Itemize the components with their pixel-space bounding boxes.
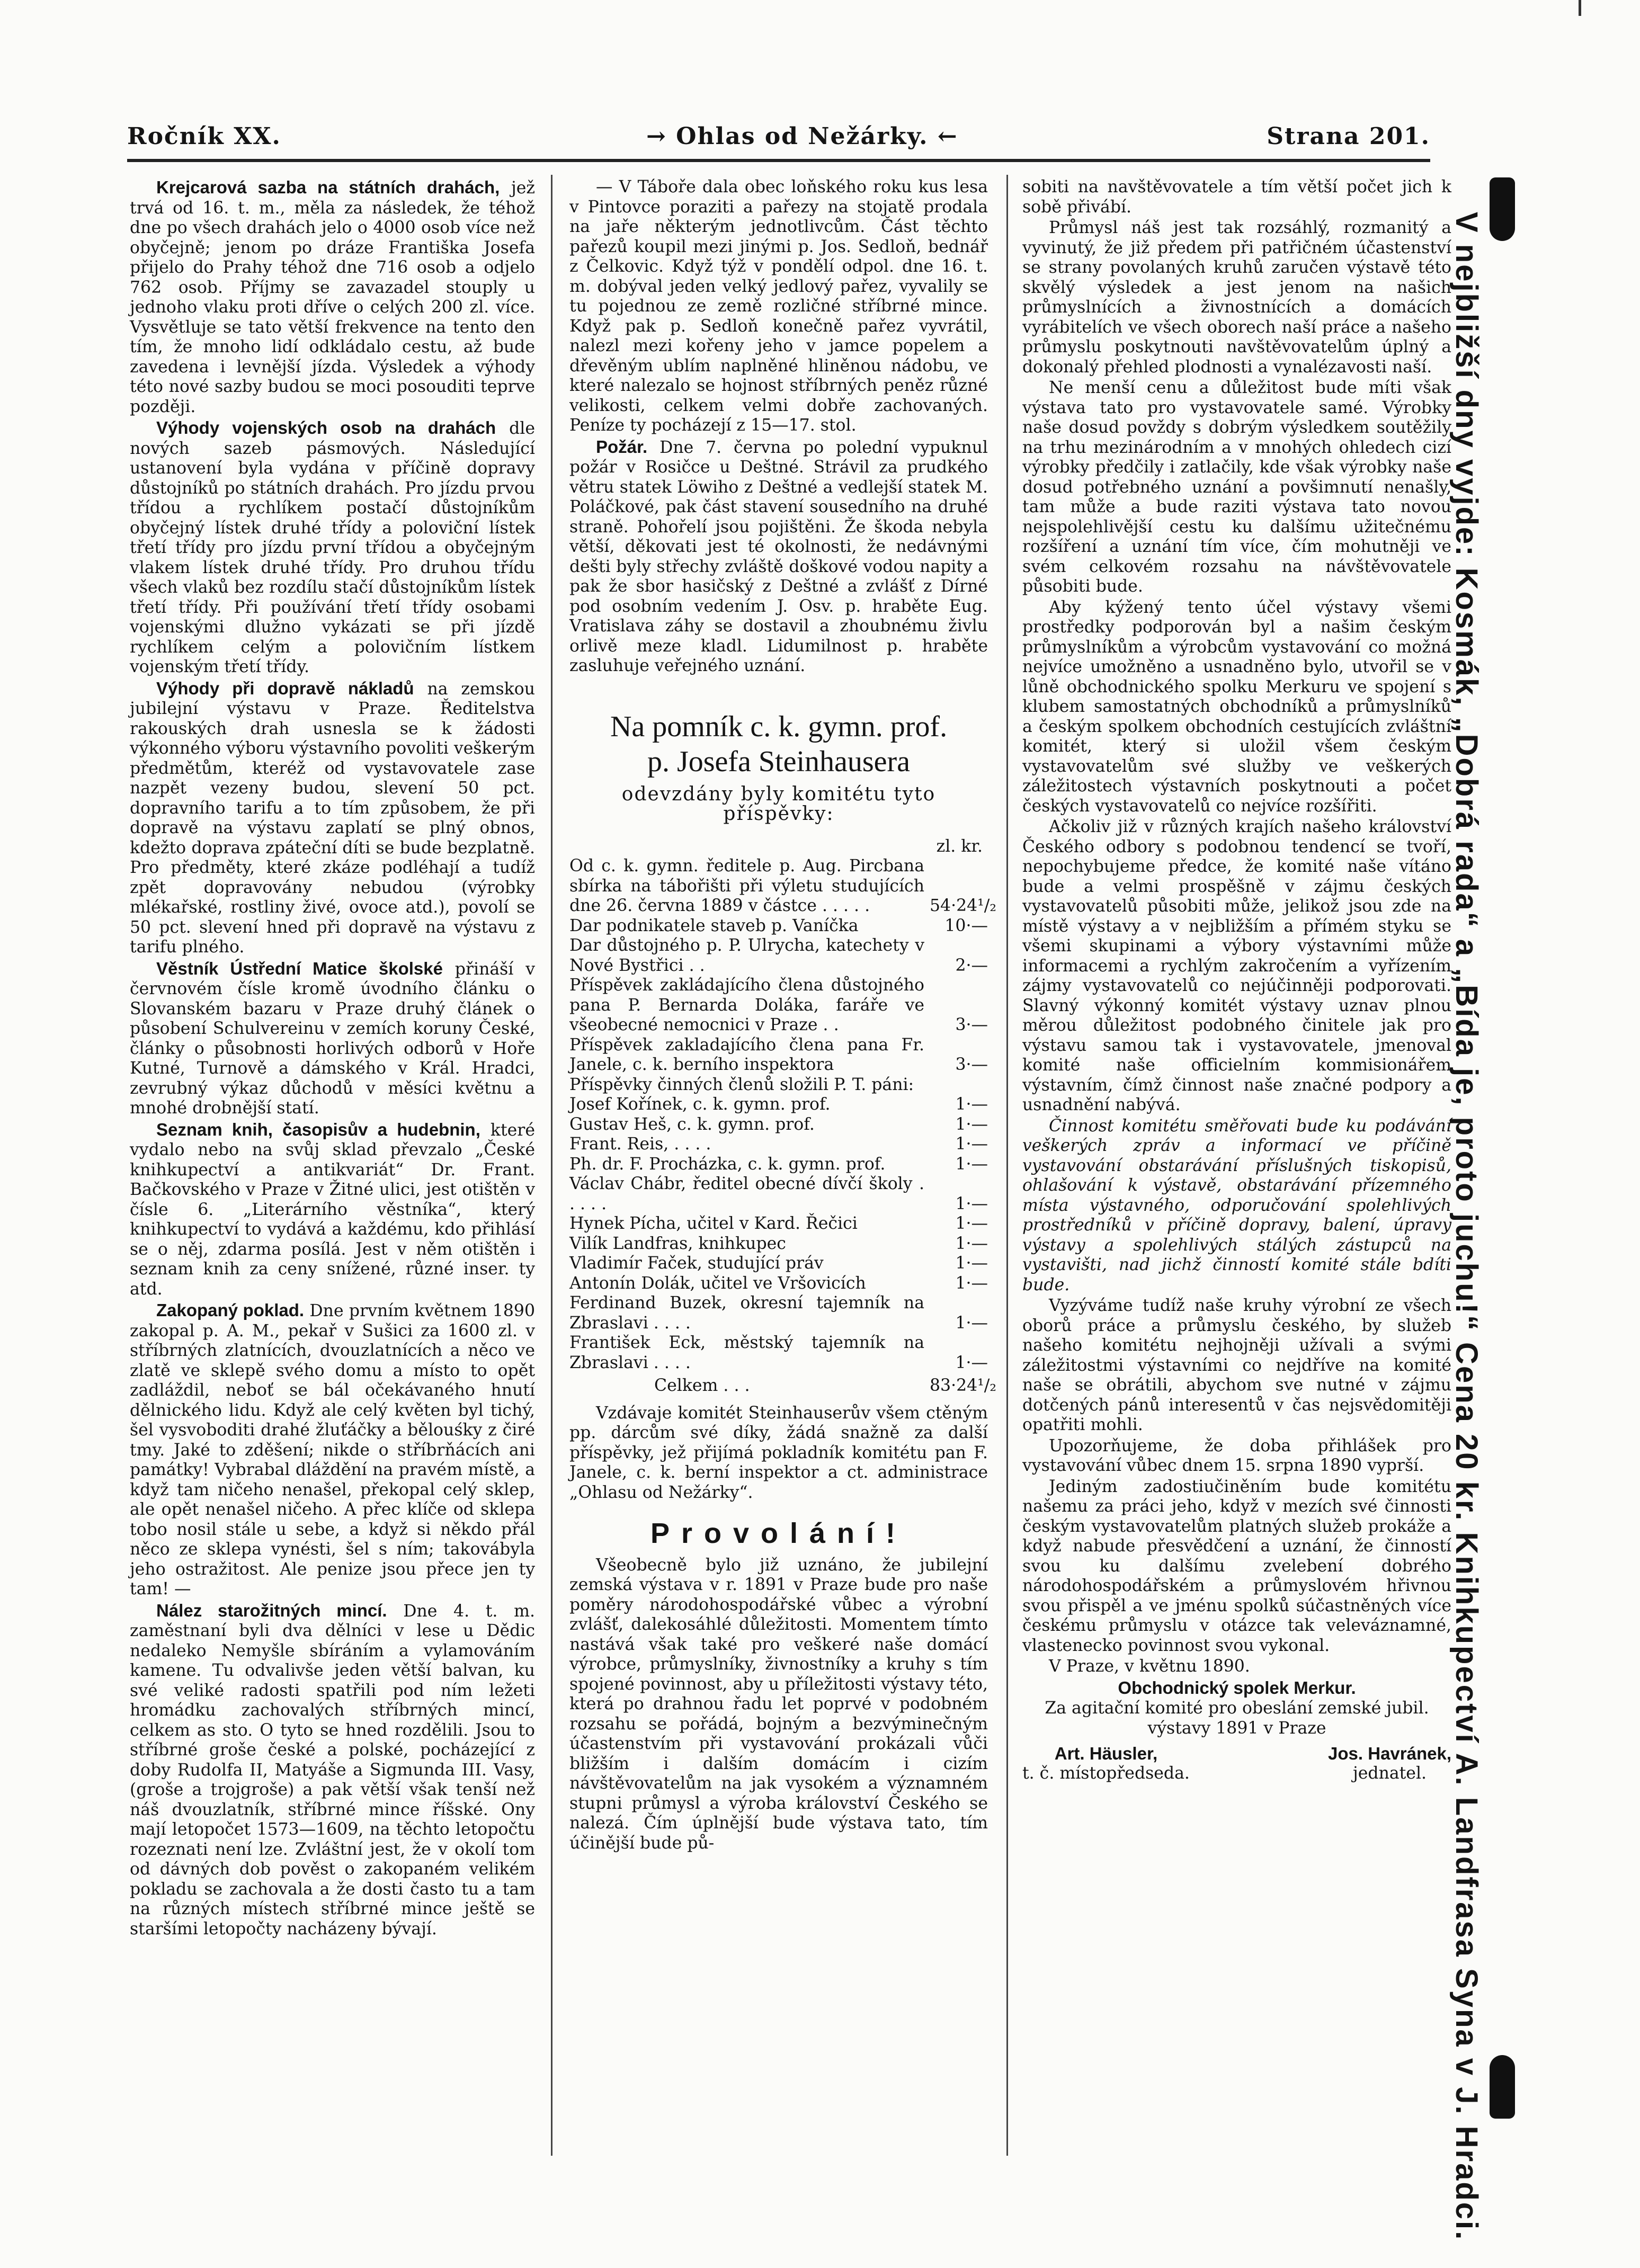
volume-label: Ročník XX. — [127, 123, 281, 150]
article — [130, 418, 535, 677]
header-rule — [127, 159, 1430, 162]
paragraph: Ačkoliv již v různých krajích našeho království Českého odbory s podobnou tendencí se tvoří, nepochybujeme předce, že komité naše vítáno bude a velmi prospěšně v zájmu českých vystavovatelů působiti může, jelikož jsou zde na místě výstavy a v nejbližším a přímém styku se všemi skupinami a výbory výstavními může informacemi a rychlým zakročením a vyřízením zájmy vystavovatelů co nejúčinněji podporovati. Slavný výkonný komitét výstavy uznav plnou měrou důležitost podobného činitele jak pro výstavu samou tak i vystavovatele, jmenoval komité naše officielním kommisionářem výstavním, čímž činnost naše značné podpory a usnadnění nabývá. — [1022, 817, 1451, 1114]
article-text: Dne prvním květnem 1890 zakopal p. A. M., pekař v Sušici za 1600 zl. v stříbrných zlatnících, dvouzlatnících a něco ve zlatě ve sklepě svého domu a místo to opět zadláždil, neboť se bál očekávaného hnutí dělnického lidu. Když ale celý květen byl tichý, šel vysvoboditi drahé žluťáčky a bělouśky z čiré tmy. Jaké to zděšení; nikde o stříbrňácích ani památky! Vybrabal dláždění na pravém místě, a když tam ničeho nenašel, překopal celý sklep, ale opět nenašel ničeho. A přec klíče od sklepa tobo nosil stále u sebe, a když si někdo přál něco ze sklepa vynésti, šel s ním; takovábyla jeho ostražitost. Ale penize jsou přece jen ty tam! — — [130, 1301, 536, 1599]
paragraph: Vyzýváme tudíž naše kruhy výrobní ze všech oborů práce a průmyslu českého, by služeb našeho komitétu nejhojněji užívali a svými záležitostmi výstavními co nejdříve na komité naše se obrátili, abychom sve nutné v zájmu dotčených pánů interesentů v čas nejsvědomitěji opatřiti mohli. — [1022, 1296, 1451, 1434]
paragraph: Činnost komitétu směřovati bude ku podávání veškerých zpráv a informací ve příčině vystavování obstarávání příslušných tiskopisů, ohlašování k výstavě, obstarávání přízemného místa výstavného, odporučování spolehlivých prostředníků v příčině dopravy, balení, úpravy výstavy a spolehlivých stálých zástupců na vystavišti, nad jichž činností komité stále bdíti bude. — [1022, 1116, 1451, 1294]
donation-entry: Václav Chábr, ředitel obecné dívčí školy . . . . . 1·— — [569, 1174, 988, 1213]
donation-entry: Příspěvek zakládajícího člena důstojného pana P. Bernarda Doláka, faráře ve všeobecné nemocnici v Praze . . 3·— — [569, 976, 988, 1034]
column-divider — [551, 175, 552, 2156]
donation-heading: p. Josefa Steinhausera — [647, 745, 911, 778]
article — [130, 1300, 535, 1600]
signatures — [1022, 1744, 1451, 1783]
article-text: které vydalo nebo na svůj sklad převzalo „České knihkupectví a antikvariát“ Dr. Frant. Bačkovského v Praze v Žitné ulici, jest otištěn v čísle 6. „Literárního věstníka“, který knihkupectví to vydává a každému, kdo přihlásí se o něj, zdarma posílá. Jest v něm otištěn i seznam knih za ceny snížené, různé inser. ty atd. — [130, 1120, 536, 1299]
article-title: Výhody při dopravě nákladů — [156, 678, 414, 698]
donation-entry: Antonín Dolák, učitel ve Vršovicích 1·— — [569, 1273, 988, 1293]
paragraph: Aby kýžený tento účel výstavy všemi prostředky podporován byl a našim českým průmyslníkům a výrobcům vystavování co možná nejvíce umožněno a usnadněno bylo, utvořil se v lůně obchodnického spolku Merkuru ve spojení s klubem samostatných obchodníků a průmyslníků a českým spolkem obchodních cestujících zvláštní komitét, který si uložil všem českým vystavovatelům své služby ve veškerých záležitostech výstavních poskytnouti a počet českých vystavovatelů co nejvíce rozšířiti. — [1022, 597, 1451, 816]
article-title: Nález starožitných mincí. — [156, 1600, 387, 1620]
newspaper-title: → Ohlas od Nežárky. ← — [646, 123, 958, 150]
article-text: přináší v červnovém čísle kromě úvodního článku o Slovanském bazaru v Praze druhý článek o působení Schulvereinu v zemích koruny České, články o působnosti horlivých odborů v Hoře Kutné, Turnově a dámského v Král. Hradci, zevrubný výkaz důchodů v měsíci květnu a mnohé drobnější statí. — [130, 959, 535, 1118]
donation-entry: Dar podnikatele staveb p. Vaníčka 10·— — [569, 916, 988, 935]
column-1 — [130, 177, 535, 1940]
donation-entry: Dar důstojného p. P. Ulrycha, katechety v Nové Bystřici . . 2·— — [569, 936, 988, 975]
article-title: Seznam knih, časopisův a hudebnin, — [156, 1119, 480, 1139]
donation-entry: Od c. k. gymn. ředitele p. Aug. Pircbana sbírka na tábořišti při výletu studujících dne 26. června 1889 v částce . . . . . 54·24¹/₂ — [569, 856, 997, 915]
article-text: Dne 4. t. m. zaměstnaní byli dva dělníci v lese u Dědic nedaleko Nemyšle sbíráním a vylamováním kamene. Tu odvalivše jeden větší balvan, ku své veliké radosti spatřili pod ním ležeti hromádku zachovalých stříbrných mincí, celkem as sto. O tyto se hned rozdělili. Jsou to stříbrné groše české a polské, pocházející z doby Rudolfa II, Matyáše a Sigmunda III. Vasy, (groše a trojgroše) a pak větší však tenší než náš dvouzlatník, stříbrné mince říšské. Ony mají letopočet 1573—1609, na těchto letopočtu rozeznati není lze. Zvláštní jest, že v okolí tom od dávných dob pověst o zakopaném velikém pokladu se zachovala a že dosti často tu a tam na různých místech stříbrné mince ještě se staršími letopočty nacházeny bývají. — [130, 1601, 535, 1939]
article — [569, 437, 988, 676]
donation-entry: Příspěvky činných členů složili P. T. páni: — [569, 1075, 914, 1094]
page-header — [127, 123, 1430, 160]
donation-entry: Vilík Landfras, knihkupec 1·— — [569, 1234, 988, 1253]
proclamation-text: Všeobecně bylo již uznáno, že jubilejní zemská výstava v r. 1891 v Praze bude pro naše poměry národohospodářské vůbec a výrobní zvlášť, dalekosáhlé důležitosti. Momentem tímto nastává však také pro veškeré naše domácí výrobce, průmyslníky, živnostníky a kruhy s tím spojené povinnost, aby u příležitosti výstavy této, která po drahnou řadu let poprvé v podobném rozsahu se pořádá, bojným a bezvýminečným účastenstvím při vystavování prokázali vůči bližším i dalším domácím i cizím návštěvovatelům na jak vysokém a významném stupni průmysl a výroba království Českého se nalezá. Čím úplnější bude výstava tato, tím účinější bude pů- — [569, 1555, 988, 1853]
article — [130, 678, 535, 958]
article-text: — V Táboře dala obec loňského roku kus lesa v Pintovce poraziti a pařezy na stojatě prodala na jaře některým jednotlivcům. Část těchto pařezů koupil mezi jinými p. Jos. Sedloň, bednář z Čelkovic. Když týž v pondělí odpol. dne 16. t. m. dobýval jeden velký jedlový pařez, vyvalily se tu pojednou ze země rozličné stříbrné mince. Když pak p. Sedloň konečně pařez vyvrátil, nalezl mezi kořeny jeho v jamce popelem a dřevěným ublím naplněné hliněnou nádobu, ve které nalezalo se hojnost stříbrných peněz různé velikosti, celkem velmi dobře zachovaných. Peníze ty pocházejí z 15—17. stol. — [569, 177, 988, 435]
society-name: Obchodnický spolek Merkur. — [1118, 1677, 1356, 1698]
donation-entry: František Eck, městský tajemník na Zbraslavi . . . . 1·— — [569, 1333, 988, 1372]
paragraph: sobiti na navštěvovatele a tím větší počet jich k sobě přivábí. — [1022, 177, 1451, 217]
article-text: na zemskou jubilejní výstavu v Praze. Ředitelstva rakouských drah usnesla se k žádosti výkonného výboru výstavního povoliti veškerým předmětům, kteréž od vystavovatele zase nazpět vezeny budou, slevení 50 pct. dopravního tarifu a to tím způsobem, že při dopravě na výstavu zaplatí se plný obnos, kdežto doprava zpáteční díti se bude bezplatně. Pro předměty, které zkáze podléhají a tudíž zpět dopravovány nebudou (výrobky mlékařské, rostliny živé, ovoce atd.), povolí se 50 pct. slevení hned při dopravě na výstavu z tarifu plného. — [130, 679, 535, 957]
donation-entry: Vladimír Faček, studující práv 1·— — [569, 1254, 988, 1273]
article-text: jež trvá od 16. t. m., měla za následek, že téhož dne po všech drahách jelo o 4000 osob více než obyčejně; jenom po dráze Františka Josefa přijelo do Prahy téhož dne 716 osob a odjelo 762 osob. Příjmy se zavazadel stouply u jednoho vlaku proti dříve o celých 200 zl. více. Vysvětluje se tato větší frekvence na tento den tím, že mnoho lidí odkládalo cestu, až bude zavedena i levnější jízda. Výsledek a výhody této nové sazby budou se moci posouditi teprve později. — [130, 178, 536, 416]
page-number: Strana 201. — [1267, 123, 1430, 150]
donation-total: Celkem . . . 83·24¹/₂ — [654, 1376, 997, 1395]
article-title: Požár. — [596, 436, 648, 457]
donation-entry: Ph. dr. F. Procházka, c. k. gymn. prof. 1·— — [569, 1154, 988, 1174]
committee-line: Za agitační komité pro obeslání zemské jubil. výstavy 1891 v Praze — [1045, 1699, 1429, 1738]
paragraph: Upozorňujeme, že doba přihlášek pro vystavování vůbec dnem 15. srpna 1890 vyprší. — [1022, 1436, 1451, 1475]
currency-header: zl. kr. — [936, 836, 983, 856]
paragraph: Jediným zadostiučiněním bude komitétu našemu za práci jeho, když v mezích své činnosti českým vystavovatelům platných služeb prokáže a když nabude přesvědčení a uznání, že činností svou ku dalšímu zvelebení dobrého národohospodářském a průmyslovém hřivnou svou přispěl a ve jménu spolků súčastněných více českému průmyslu v otázce tak veleváznamné, vlastenecko povinnost svou vykonal. — [1022, 1477, 1451, 1655]
article — [130, 959, 535, 1119]
paragraph: Ne menší cenu a důležitost bude míti však výstava tato pro vystavovatele samé. Výrobky naše dosud povždy s dobrým výsledkem soutěžily na trhu mezinárodním a v mnohých ohledech cizí výrobky předčily i zatlačily, kde však výrobky naše dosud potřebného uznání a povšimnutí nenašly, tam může a bude raziti výstava tato novou nejspolehlivější cestu ku dalšímu užitečnému rozšíření a uznání tím více, čím mohutněji ve svém celkovém rozsahu na návštěvovatele působiti bude. — [1022, 378, 1451, 596]
donation-heading: Na pomník c. k. gymn. prof. — [610, 710, 948, 743]
article — [130, 177, 535, 417]
signature: Art. Häusler, t. č. místopředseda. — [1022, 1744, 1190, 1783]
pointing-hand-icon — [1490, 2055, 1515, 2119]
donation-entry: Ferdinand Buzek, okresní tajemník na Zbraslavi . . . . 1·— — [569, 1293, 988, 1333]
closing-place: V Praze, v květnu 1890. — [1049, 1657, 1250, 1676]
donation-thanks: Vzdávaje komitét Steinhauserův všem ctěným pp. dárcům své díky, žádá snažně za další příspěvky, jež přijímá pokladník komitétu pan F. Janele, c. k. berní inspektor a ct. administrace „Ohlasu od Nežárky“. — [569, 1403, 988, 1502]
article — [569, 177, 988, 436]
scan-edge — [1579, 0, 1592, 16]
article-title: Výhody vojenských osob na drahách — [156, 418, 496, 437]
donation-entry: Hynek Pícha, učitel v Kard. Řečici 1·— — [569, 1214, 988, 1233]
article — [130, 1120, 535, 1300]
article-title: Krejcarová sazba na státních drahách, — [156, 177, 500, 197]
column-divider — [1006, 175, 1008, 2156]
donation-entry: Příspěvek zakladajícího člena pana Fr. Janele, c. k. berního inspektora 3·— — [569, 1035, 988, 1074]
donation-subheading: odevzdány byly komitétu tyto příspěvky: — [621, 783, 936, 825]
donation-entry: Josef Kořínek, c. k. gymn. prof. 1·— — [569, 1095, 988, 1114]
article-text: Dne 7. června po polední vypuknul požár v Rosičce u Deštné. Strávil za prudkého větru statek Löwiho z Deštné a vedlejší statek M. Poláčkové, pak část stavení sousedního na druhé straně. Pohořelí jsou pojištěni. Že škoda nebyla větší, děkovati jest té okolnosti, že nedávnými dešti byly střechy zvláště doškové vodou napity a pak že sbor hasičský z Deštné a zvlášť z Dírné pod osobním vedením J. Osv. p. hraběte Eug. Vratislava záhy se dostavil a zhoubnému živlu orlivě meze kladl. Lidumilnost p. hraběte zasluhuje veřejného uznání. — [569, 437, 988, 675]
column-3 — [1022, 177, 1451, 1783]
article-title: Věstník Ústřední Matice školské — [156, 958, 443, 978]
side-advertisement — [1449, 175, 1511, 2242]
paragraph: Průmysl náš jest tak rozsáhlý, rozmanitý a vyvinutý, že již předem při patřičném účastenství se strany povolaných kruhů zaručen výstavě této skvělý výsledek a jest jenom na našich průmyslnících a živnostnících a domácích vyrábitelích ve všech oborech naší práce a našeho průmyslu poskytnouti navštěvovatelům úplný a dokonalý přehled plodnosti a vynalézavosti naší. — [1022, 218, 1451, 377]
column-2 — [569, 177, 997, 1854]
advertisement-text: V nejbližší dny vyjde: Kosmák, „Dobrá rada“ a „Bída je, proto juchu!“ Cena 20 kr. Knihkupectví A. Landfrasa Syna v J. Hradci. — [1449, 212, 1484, 2242]
proclamation-title: Provolání! — [650, 1517, 907, 1549]
article-text: dle nových sazeb pásmových. Následující ustanovení byla vydána v příčině dopravy důstojníků po státních drahách. Pro jízdu prvou třídou a rychlíkem postačí důstojníkům obyčejný lístek druhé třídy a poloviční lístek třetí třídy pro jízdu první třídou a obyčejným vlakem lístek druhé třídy. Pro druhou třídu všech vlaků bez rozdílu stačí důstojníkům lístek třetí třídy. Při používání třetí třídy osobami vojenskými dlužno vykázati se při jízdě rychlíkem celým a polovičním lístkem vojenským třetí třídy. — [130, 419, 535, 676]
article — [130, 1601, 535, 1940]
signature: Jos. Havránek, jednatel. — [1328, 1744, 1451, 1783]
donation-entry: Gustav Heš, c. k. gymn. prof. 1·— — [569, 1114, 988, 1134]
donation-entry: Frant. Reis, . . . . 1·— — [569, 1135, 988, 1154]
article-title: Zakopaný poklad. — [156, 1300, 305, 1320]
